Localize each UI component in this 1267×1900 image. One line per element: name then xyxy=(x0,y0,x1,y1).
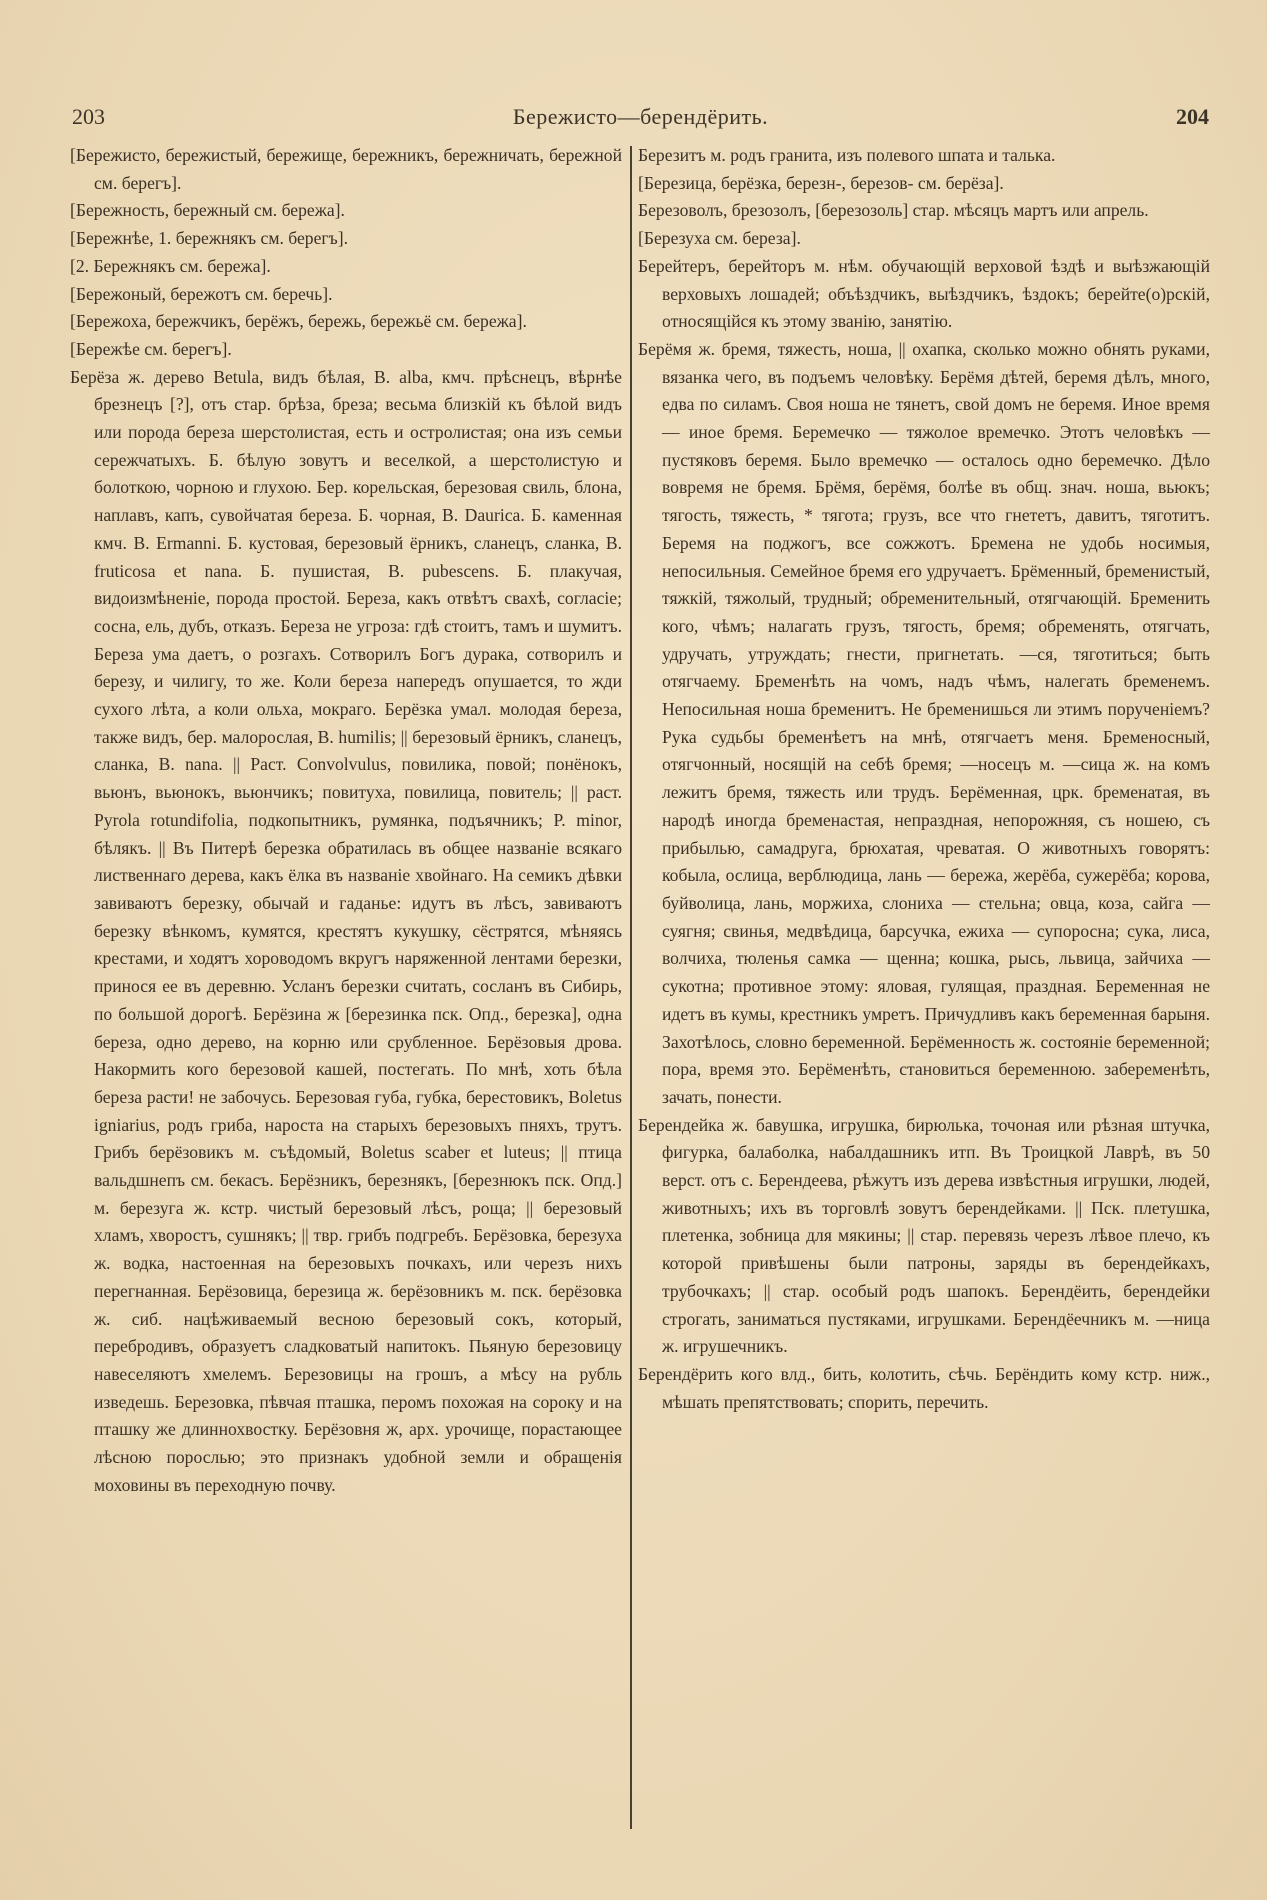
dictionary-entry: [Бережѣе см. берегъ]. xyxy=(70,338,232,359)
running-title: Бережисто—берендёрить. xyxy=(512,104,769,129)
dictionary-entry: [Березица, берёзка, березн-, березов- см. берёза]. xyxy=(638,172,1004,193)
column-divider xyxy=(630,146,632,1829)
dictionary-entry-bereza: Берёза ж. дерево Betula, видъ бѣлая, B. alba, кмч. прѣснецъ, вѣрнѣе брезнецъ [?], отъ стар. брѣза, бреза; весьма близкій къ бѣлой видъ или порода береза шерстолистая, есть и остролистая; она изъ семьи сережчатыхъ. Б. бѣлую зовутъ и веселкой, а шерстолистую и болоткою, чорною и глухою. Бер. корельская, березовая свиль, блона, наплавъ, капъ, сувойчатая береза. Б. чорная, B. Daurica. Б. каменная кмч. B. Ermanni. Б. кустовая, березовый ёрникъ, сланецъ, сланка, B. fruticosa et nana. Б. пушистая, B. pubescens. Б. плакучая, видоизмѣненіе, порода простой. Береза, какъ отвѣтъ свахѣ, согласіе; сосна, ель, дубъ, отказъ. Береза не угроза: гдѣ стоитъ, тамъ и шумитъ. Береза ума даетъ, о розгахъ. Сотворилъ Богъ дурака, сотворилъ и березу, и чилигу, то же. Коли береза напередъ опушается, то жди сухого лѣта, а коли ольха, мокраго. Берёзка умал. молодая береза, также видъ, бер. малорослая, B. humilis; || березовый ёрникъ, сланецъ, сланка, B. nana. || Раст. Convolvulus, повилика, повой; понёнокъ, вьюнъ, вьюнокъ, вьюнчикъ; повитуха, повилица, повитель; || раст. Pyrola rotundifolia, подкопытникъ, румянка, подъячникъ; P. minor, бѣлякъ. || Въ Питерѣ березка обратилась въ общее названіе всякаго лиственнаго дерева, какъ ёлка въ названіе хвойнаго. На семикъ дѣвки завиваютъ березку, обычай и гаданье: идутъ въ лѣсъ, завиваютъ березку вѣнкомъ, кумятся, крестятъ кукушку, сёстрятся, мѣняясь крестами, и ходятъ хороводомъ вкругъ наряженной лентами березки, принося ее въ деревню. Усланъ березки считать, сосланъ въ Сибирь, по большой дорогѣ. Берёзина ж [березинка пск. Опд., березка], одна береза, одно дерево, на корню или срубленное. Берёзовыя дрова. Накормить кого березовой кашей, постегать. По мнѣ, хоть бѣла береза расти! не забочусь. Березовая губа, губка, берестовикъ, Boletus igniarius, родъ гриба, нароста на старыхъ березовыхъ пняхъ, трутъ. Грибъ берёзовикъ м. съѣдомый, Boletus scaber et luteus; || птица вальдшнепъ см. бекасъ. Берёзникъ, березнякъ, [березнюкъ пск. Опд.] м. березуга ж. кстр. чистый березовый лѣсъ, роща; || березовый хламъ, хворостъ, сушнякъ; || твр. грибъ подгребъ. Берёзовка, березуха ж. водка, настоенная на березовыхъ почкахъ, или черезъ нихъ перегнанная. Берёзовица, березица ж. берёзовникъ м. пск. берёзовка ж. сиб. нацѣживаемый весною березовый сокъ, который, перебродивъ, образуетъ сладковатый напитокъ. Пьяную березовицу навеселяютъ хмелемъ. Березовицы на грошъ, а мѣсу на рубль изведешь. Березовка, пѣвчая пташка, перомъ похожая на сороку и на пташку же длиннохвостку. Берёзовня ж, арх. урочище, порастающее лѣсною порослью; это признакъ удобной земли и обращенія моховины въ переходную почву. xyxy=(70,366,622,1495)
left-column xyxy=(70,142,622,1499)
dictionary-entry: [Березуха см. береза]. xyxy=(638,228,801,249)
dictionary-entry: [Бережоха, бережчикъ, берёжъ, бережь, бережьё см. бережа]. xyxy=(70,311,527,332)
right-column xyxy=(638,142,1210,1416)
dictionary-entry-bereiter: Берейтеръ, берейторъ м. нѣм. обучающій верховой ѣздѣ и выѣзжающій верховыхъ лошадей; объѣздчикъ, выѣздчикъ, ѣздокъ; берейте(о)рскій, относящійся къ этому званію, занятію. xyxy=(638,255,1210,332)
page-number-left: 203 xyxy=(72,104,105,129)
page-number-right: 204 xyxy=(1176,104,1209,129)
page-header xyxy=(72,100,1209,134)
dictionary-entry: [2. Бережнякъ см. бережа]. xyxy=(70,255,271,276)
two-column-body xyxy=(70,142,1210,1862)
dictionary-entry: [Бережисто, бережистый, бережище, бережникъ, бережничать, бережной см. берегъ]. xyxy=(70,145,622,193)
dictionary-entry: Березоволъ, брезозолъ, [березозоль] стар. мѣсяцъ мартъ или апрель. xyxy=(638,200,1149,221)
dictionary-entry: Березитъ м. родъ гранита, изъ полевого шпата и талька. xyxy=(638,145,1056,165)
dictionary-entry-beremya: Берёмя ж. бремя, тяжесть, ноша, || охапка, сколько можно обнять руками, вязанка чего, въ подъемъ человѣку. Берёмя дѣтей, беремя дѣлъ, много, едва по силамъ. Своя ноша не тянетъ, свой домъ не беремя. Иное время — иное бремя. Беремечко — тяжолое времечко. Этотъ человѣкъ — пустяковъ беремя. Было времечко — осталось одно беремечко. Дѣло вовремя не бремя. Брёмя, берёмя, болѣе въ общ. знач. ноша, вьюкъ; тягость, тяжесть, * тягота; грузъ, все что гнететъ, давитъ, тяготитъ. Беремя на поджогъ, все сожжотъ. Бремена не удобь носимыя, непосильныя. Семейное бремя его удручаетъ. Брёменный, бременистый, тяжкій, тяжолый, трудный; обременительный, отягчающій. Бременить кого, чѣмъ; налагать грузъ, тягость, бремя; обременять, отягчать, удручать, утруждать; гнести, пригнетать. —ся, тяготиться; быть отягчаему. Бременѣть на чомъ, надъ чѣмъ, налегать бременемъ. Непосильная ноша бременитъ. Не бременишься ли этимъ порученіемъ? Рука судьбы бременѣетъ на мнѣ, отягчаетъ меня. Бременосный, отягчонный, носящій на себѣ бремя; —носецъ м. —сица ж. на комъ лежитъ бремя, тяжесть или трудъ. Берёменная, црк. бременатая, въ народѣ иногда бременастая, непраздная, непорожняя, съ ношею, съ прибылью, самадруга, брюхатая, чреватая. О животныхъ говорятъ: кобыла, ослица, верблюдица, лань — бережа, жерёба, сужерёба; корова, буйволица, лань, моржиха, слониха — стельна; овца, коза, сайга — суягня; свинья, медвѣдица, барсучка, ежиха — супоросна; сука, лиса, волчиха, тюленья самка — щенна; кошка, рысь, львица, зайчиха — сукотна; противное этому: яловая, гулящая, праздная. Беременная не идетъ въ кумы, крестникъ умретъ. Причудливъ какъ беременная барыня. Захотѣлось, словно беременной. Берёменность ж. состояніе беременной; пора, время это. Берёменѣть, становиться беременною. забеременѣть, зачать, понести. xyxy=(638,338,1210,1107)
dictionary-entry: [Бережнѣе, 1. бережнякъ см. берегъ]. xyxy=(70,228,348,249)
dictionary-entry-berenderit: Берендёрить кого влд., бить, колотить, сѣчь. Берёндить кому кстр. ниж., мѣшать препятствовать; спорить, перечить. xyxy=(638,1363,1210,1412)
dictionary-entry: [Бережоный, бережотъ см. беречь]. xyxy=(70,283,333,304)
dictionary-entry-berendeika: Берендейка ж. бавушка, игрушка, бирюлька, точоная или рѣзная штучка, фигурка, балаболка, набалдашникъ итп. Въ Троицкой Лаврѣ, въ 50 верст. отъ с. Берендеева, рѣжутъ изъ дерева извѣстныя игрушки, людей, животныхъ; ихъ въ торговлѣ зовутъ берендейками. || Пск. плетушка, плетенка, зобница для мякины; || стар. перевязь черезъ лѣвое плечо, къ которой привѣшены были патроны, заряды въ берендейкахъ, трубочкахъ; || стар. особый родъ шапокъ. Берендёить, берендейки строгать, заниматься пустяками, игрушками. Берендёечникъ м. —ница ж. игрушечникъ. xyxy=(638,1114,1210,1357)
dictionary-entry: [Бережность, бережный см. бережа]. xyxy=(70,200,345,221)
